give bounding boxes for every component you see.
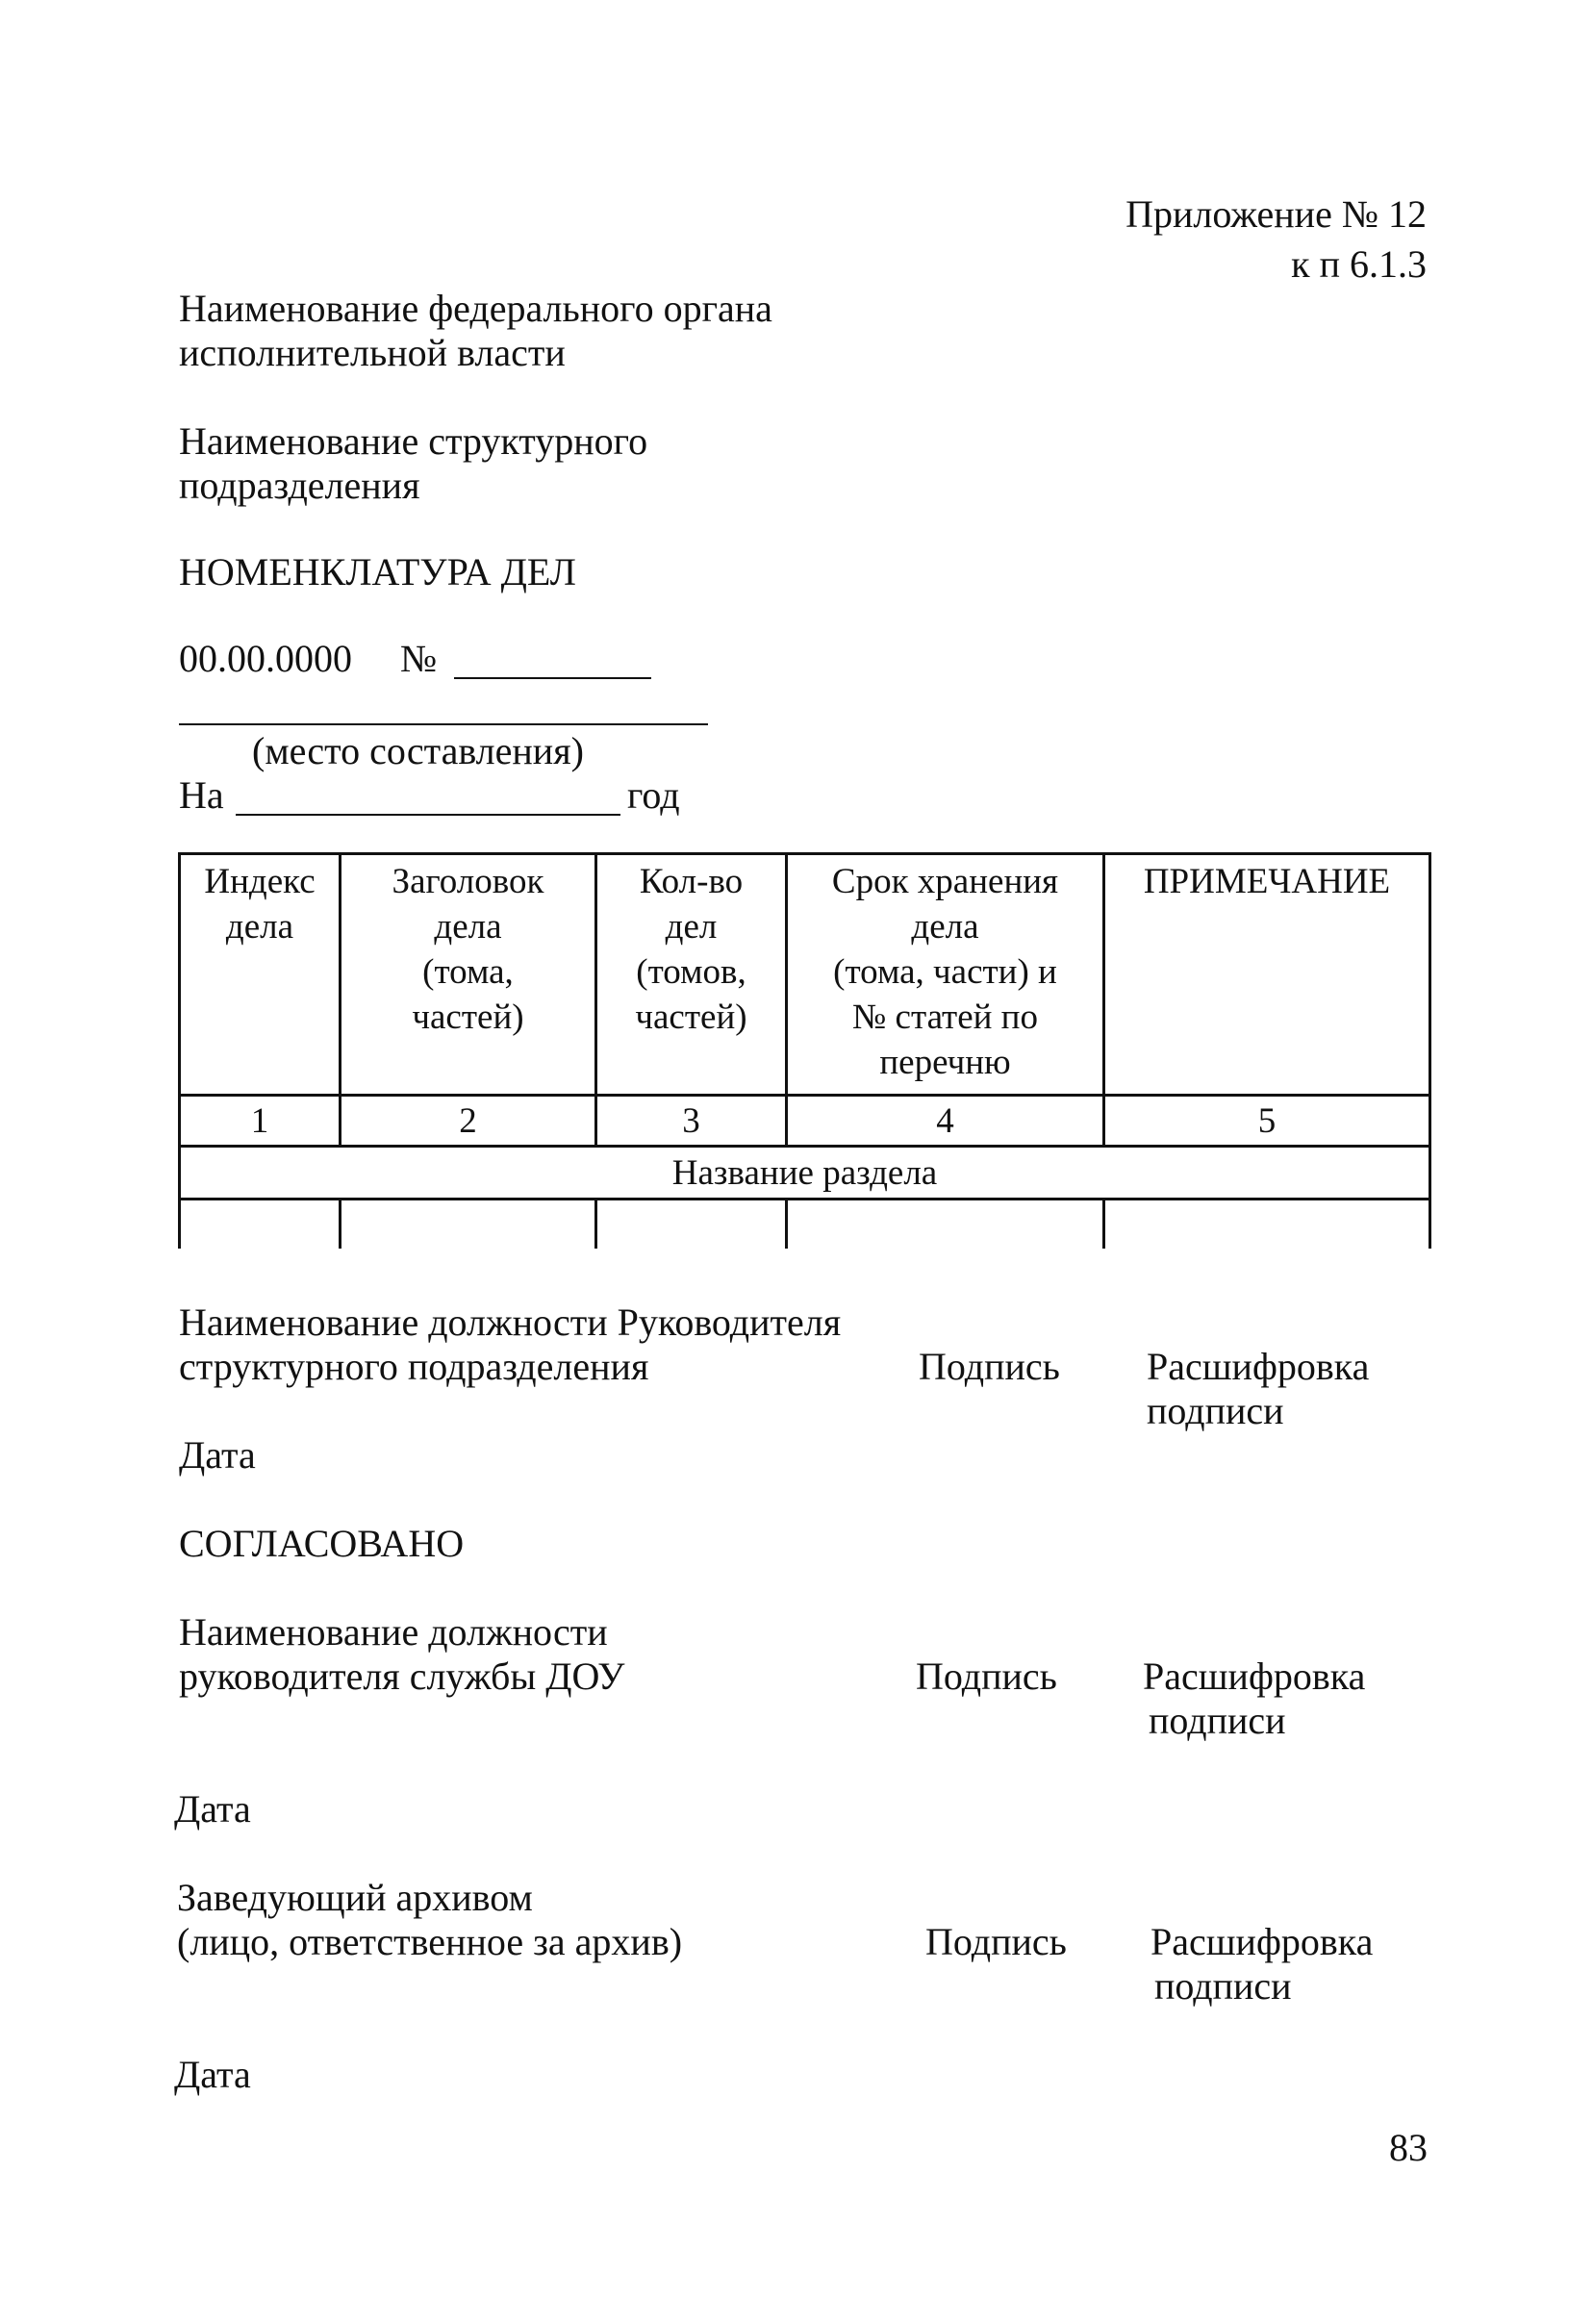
sign2-decode-line2: подписи [1149, 1699, 1286, 1742]
sign1-decode-line1: Расшифровка [1147, 1345, 1370, 1388]
sign1-date-label: Дата [179, 1433, 256, 1477]
approval-heading: СОГЛАСОВАНО [179, 1522, 465, 1565]
sign3-decode-line1: Расшифровка [1150, 1920, 1374, 1963]
section-title: Название раздела [180, 1147, 1430, 1200]
nomenclature-table [178, 852, 1431, 1249]
sign3-date-label: Дата [174, 2053, 251, 2096]
page-number: 83 [1389, 2126, 1428, 2169]
sign2-position-line2: руководителя службы ДОУ [179, 1655, 625, 1698]
column-number: 1 [180, 1096, 341, 1147]
sign2-decode-line1: Расшифровка [1143, 1655, 1366, 1698]
table-row [180, 1200, 1430, 1250]
column-number: 5 [1104, 1096, 1430, 1147]
year-prefix: На [179, 773, 224, 817]
header-title: Заголовок дела (тома, частей) [341, 854, 596, 1096]
year-blank-line [236, 814, 620, 816]
sign1-position-line1: Наименование должности Руководителя [179, 1301, 842, 1344]
column-number-row [180, 1096, 1430, 1147]
section-row [180, 1147, 1430, 1200]
sign3-position-line1: Заведующий архивом [177, 1876, 533, 1919]
header-retention: Срок хранения дела (тома, части) и № статей по перечню [787, 854, 1104, 1096]
document-date: 00.00.0000 [179, 637, 352, 680]
org-name-line1: Наименование федерального органа [179, 287, 772, 330]
empty-cell [596, 1200, 787, 1250]
header-note: ПРИМЕЧАНИЕ [1104, 854, 1430, 1096]
unit-name-line2: подразделения [179, 464, 420, 507]
empty-cell [341, 1200, 596, 1250]
sign1-decode-line2: подписи [1147, 1389, 1284, 1432]
place-blank-line [179, 723, 708, 725]
sign3-decode-line2: подписи [1154, 1964, 1292, 2008]
appendix-reference: к п 6.1.3 [1291, 242, 1427, 286]
empty-cell [1104, 1200, 1430, 1250]
org-name-line2: исполнительной власти [179, 331, 566, 374]
year-suffix: год [627, 773, 680, 817]
column-number: 3 [596, 1096, 787, 1147]
sign3-signature-label: Подпись [925, 1920, 1067, 1963]
place-caption: (место составления) [252, 729, 584, 772]
unit-name-line1: Наименование структурного [179, 419, 648, 463]
sign1-position-line2: структурного подразделения [179, 1345, 649, 1388]
header-index: Индекс дела [180, 854, 341, 1096]
empty-cell [787, 1200, 1104, 1250]
header-count: Кол-во дел (томов, частей) [596, 854, 787, 1096]
column-number: 4 [787, 1096, 1104, 1147]
sign1-signature-label: Подпись [919, 1345, 1060, 1388]
sign2-position-line1: Наименование должности [179, 1610, 608, 1654]
table-header-row [180, 854, 1430, 1096]
number-sign: № [400, 637, 438, 680]
sign3-position-line2: (лицо, ответственное за архив) [177, 1920, 683, 1963]
number-blank-line [454, 677, 651, 679]
column-number: 2 [341, 1096, 596, 1147]
sign2-signature-label: Подпись [916, 1655, 1057, 1698]
document-title: НОМЕНКЛАТУРА ДЕЛ [179, 550, 576, 594]
sign2-date-label: Дата [174, 1787, 251, 1831]
appendix-title: Приложение № 12 [1125, 192, 1427, 236]
empty-cell [180, 1200, 341, 1250]
